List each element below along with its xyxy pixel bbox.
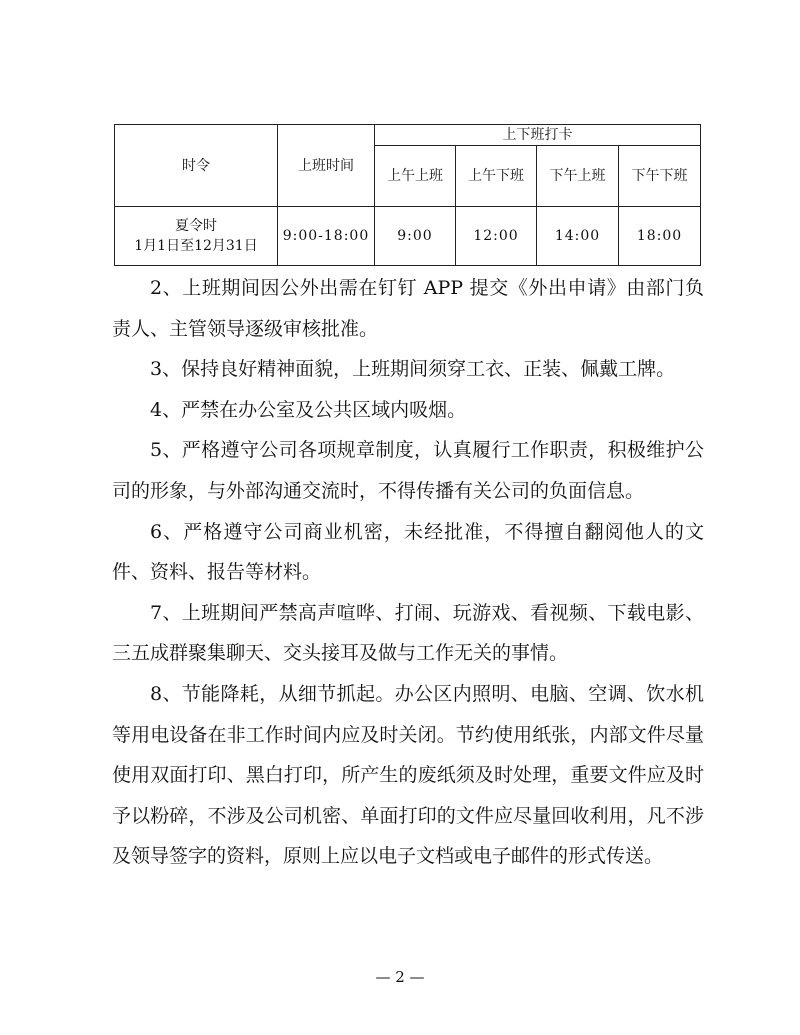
paragraph-rule-5: 5、严格遵守公司各项规章制度，认真履行工作职责，积极维护公司的形象，与外部沟通交流时，不得传播有关公司的负面信息。 — [112, 439, 704, 502]
season-name: 夏令时 — [175, 218, 217, 234]
cell-morning-end: 12:00 — [456, 207, 537, 266]
cell-afternoon-end: 18:00 — [619, 207, 701, 266]
header-season: 时令 — [115, 125, 278, 207]
paragraph-rule-7: 7、上班期间严禁高声喧哗、打闹、玩游戏、看视频、下载电影、三五成群聚集聊天、交头接耳及做与工作无关的事情。 — [112, 601, 704, 665]
table-row — [115, 207, 701, 266]
attendance-schedule-table — [114, 124, 701, 266]
header-morning-start: 上午上班 — [375, 146, 456, 207]
paragraph-rule-6: 6、严格遵守公司商业机密，未经批准，不得擅自翻阅他人的文件、资料、报告等材料。 — [112, 520, 704, 584]
cell-afternoon-start: 14:00 — [537, 207, 619, 266]
paragraph-rule-4: 4、严禁在办公室及公共区域内吸烟。 — [150, 398, 467, 421]
cell-morning-start: 9:00 — [375, 207, 456, 266]
header-afternoon-end: 下午下班 — [619, 146, 701, 207]
page-number: — 2 — — [375, 968, 425, 986]
cell-work-time: 9:00-18:00 — [278, 207, 375, 266]
paragraph-rule-8: 8、节能降耗，从细节抓起。办公区内照明、电脑、空调、饮水机等用电设备在非工作时间内应及时关闭。节约使用纸张，内部文件尽量使用双面打印、黑白打印，所产生的废纸须及时处理，重要文件应及时予以粉碎，不涉及公司机密、单面打印的文件应尽量回收利用，凡不涉及领导签字的资料，原则上应以电子文档或电子邮件的形式传送。 — [112, 682, 704, 868]
header-clock-group: 上下班打卡 — [375, 125, 701, 146]
body-text — [112, 268, 704, 877]
paragraph-rule-2: 2、上班期间因公外出需在钉钉 APP 提交《外出申请》由部门负责人、主管领导逐级审核批准。 — [112, 277, 704, 340]
table-header-row — [115, 125, 701, 146]
header-work-time: 上班时间 — [278, 125, 375, 207]
header-morning-end: 上午下班 — [456, 146, 537, 207]
header-afternoon-start: 下午上班 — [537, 146, 619, 207]
cell-season — [115, 207, 278, 266]
paragraph-rule-3: 3、保持良好精神面貌，上班期间须穿工衣、正装、佩戴工牌。 — [150, 358, 676, 381]
season-range: 1月1日至12月31日 — [134, 238, 258, 254]
